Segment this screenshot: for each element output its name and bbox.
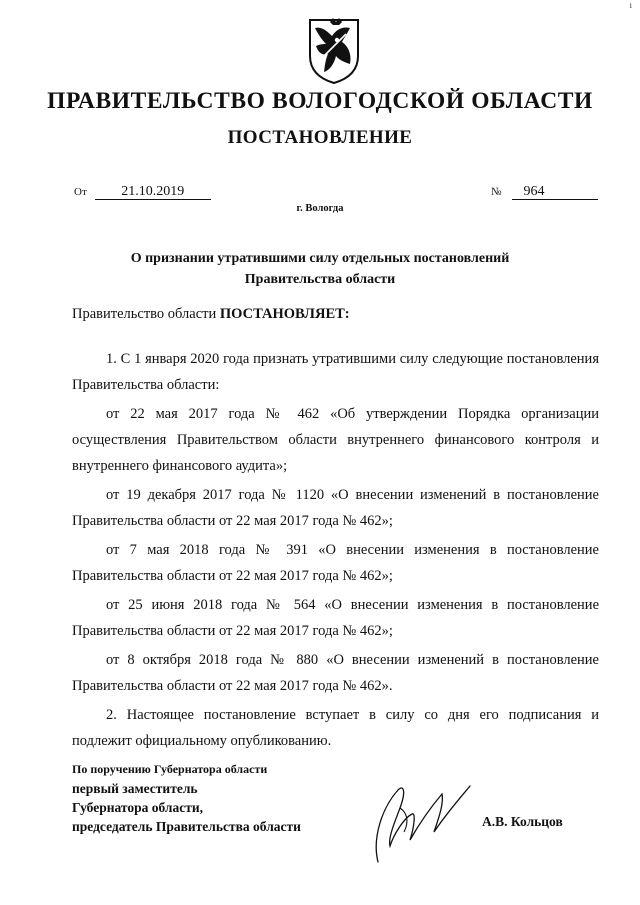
paragraph: от 8 октября 2018 года № 880 «О внесении изменений в постановление Правительства области от 22 мая 2017 года № 462». xyxy=(72,652,599,694)
document-body xyxy=(72,346,599,757)
city: г. Вологда xyxy=(296,203,344,214)
date-prefix: От xyxy=(74,186,87,198)
signatory-line-1: По поручению Губернатора области xyxy=(72,762,268,776)
paragraph: от 22 мая 2017 года № 462 «Об утверждении Порядка организации осуществления Правительством области внутреннего финансового контроля и внутреннего финансового аудита»; xyxy=(72,406,599,474)
signatory-name: А.В. Кольцов xyxy=(482,814,563,829)
number-field xyxy=(491,182,598,200)
preamble-decree: ПОСТАНОВЛЯЕТ: xyxy=(219,306,350,322)
corner-mark: ı xyxy=(629,0,632,10)
signatory-line-3: Губернатора области, xyxy=(72,800,203,815)
paragraph: от 7 мая 2018 года № 391 «О внесении изменения в постановление Правительства области от 22 мая 2017 года № 462»; xyxy=(72,542,599,584)
signatory-line-2: первый заместитель xyxy=(72,781,198,796)
organization-title: ПРАВИТЕЛЬСТВО ВОЛОГОДСКОЙ ОБЛАСТИ xyxy=(47,88,593,114)
signatory-title xyxy=(72,760,301,836)
number-prefix: № xyxy=(491,186,502,198)
coat-of-arms-icon xyxy=(306,16,362,86)
document-subject xyxy=(0,248,640,290)
subject-line-2: Правительства области xyxy=(244,272,396,287)
paragraph: от 25 июня 2018 года № 564 «О внесении изменения в постановление Правительства области от 22 мая 2017 года № 462»; xyxy=(72,597,599,639)
document-date: 21.10.2019 xyxy=(95,184,211,200)
date-field xyxy=(74,182,211,200)
paragraph: 2. Настоящее постановление вступает в силу со дня его подписания и подлежит официальному опубликованию. xyxy=(72,707,599,749)
document-type: ПОСТАНОВЛЕНИЕ xyxy=(227,127,413,148)
preamble-text: Правительство области xyxy=(72,306,220,322)
subject-line-1: О признании утратившими силу отдельных постановлений xyxy=(130,251,510,266)
preamble xyxy=(72,306,350,323)
signatory-line-4: председатель Правительства области xyxy=(72,819,301,834)
document-number: 964 xyxy=(512,184,598,200)
handwritten-signature-icon xyxy=(360,768,500,868)
paragraph: от 19 декабря 2017 года № 1120 «О внесении изменений в постановление Правительства области от 22 мая 2017 года № 462»; xyxy=(72,487,599,529)
paragraph: 1. С 1 января 2020 года признать утратившими силу следующие постановления Правительства области: xyxy=(72,351,599,393)
